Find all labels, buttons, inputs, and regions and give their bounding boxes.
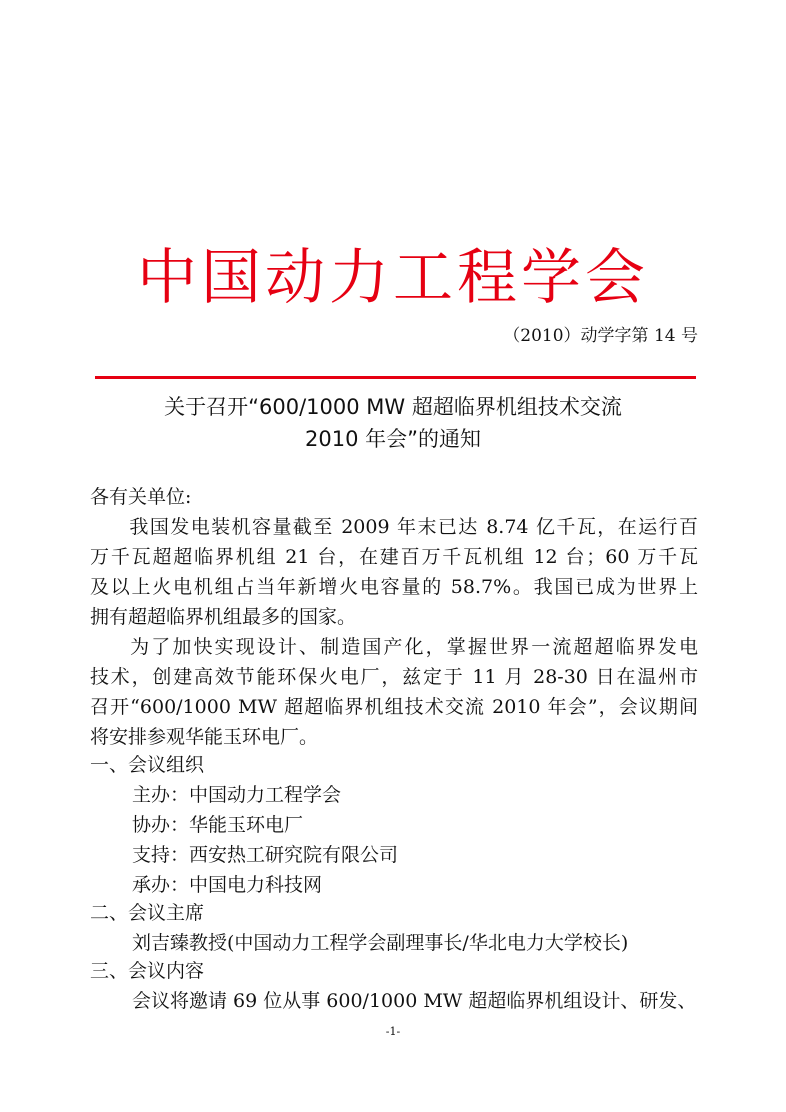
organizer-co-host: 协办：华能玉环电厂 [132,814,304,836]
section-1-heading: 一、会议组织 [90,754,205,776]
paragraph-1-line-2: 万千瓦超超临界机组 21 台，在建百万千瓦机组 12 台；60 万千瓦 [90,546,698,568]
paragraph-1-line-1-text: 我国发电装机容量截至 2009 年末已达 8.74 亿千瓦，在运行百 [128,516,698,538]
paragraph-2-line-1 [90,632,698,662]
paragraph-2-line-4: 将安排参观华能玉环电厂。 [90,726,319,748]
salutation: 各有关单位: [90,486,192,508]
section-3-text: 会议将邀请 69 位从事 600/1000 MW 超超临界机组设计、研发、 [132,990,697,1012]
document-number: （2010）动学字第 14 号 [503,326,698,346]
paragraph-2-line-1-text: 为了加快实现设计、制造国产化，掌握世界一流超超临界发电 [128,636,698,658]
paragraph-1-line-4: 拥有超超临界机组最多的国家。 [90,606,357,628]
chairman-text: 刘吉臻教授(中国动力工程学会副理事长/华北电力大学校长) [132,932,629,954]
organizer-host: 主办：中国动力工程学会 [132,784,342,806]
page-number: -1- [385,1025,401,1038]
notice-title-line-2: 2010 年会”的通知 [305,427,481,451]
red-divider [95,376,696,379]
paragraph-2-line-2: 技术，创建高效节能环保火电厂，兹定于 11 月 28-30 日在温州市 [90,666,698,688]
paragraph-1-line-1 [90,512,698,542]
organization-title: 中国动力工程学会 [137,243,649,313]
section-3-heading: 三、会议内容 [90,960,205,982]
section-2-heading: 二、会议主席 [90,902,205,924]
organizer-support: 支持：西安热工研究院有限公司 [132,844,399,866]
notice-title-line-1: 关于召开“600/1000 MW 超超临界机组技术交流 [164,395,622,419]
organizer-undertaker: 承办：中国电力科技网 [132,874,323,896]
paragraph-2-line-3: 召开“600/1000 MW 超超临界机组技术交流 2010 年会”，会议期间 [90,696,698,718]
paragraph-1-line-3: 及以上火电机组占当年新增火电容量的 58.7%。我国已成为世界上 [90,576,698,598]
